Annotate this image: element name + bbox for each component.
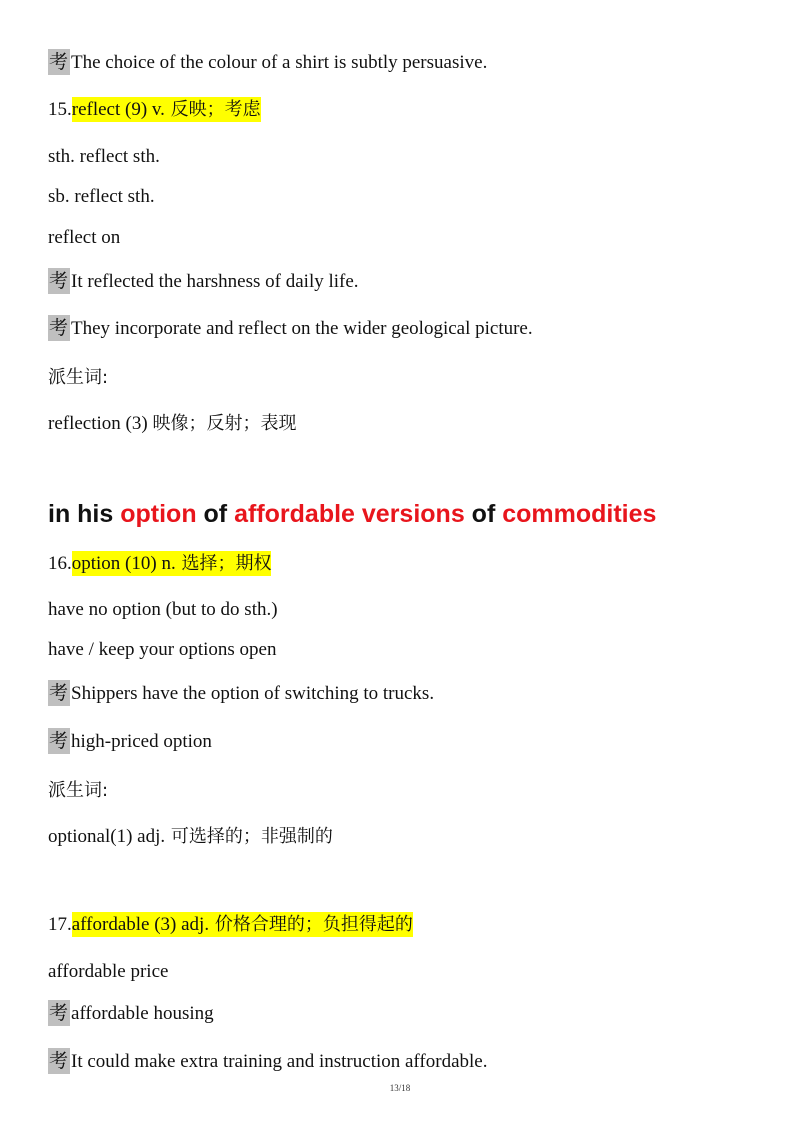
entry-headword: affordable (3) adj. <box>71 914 210 935</box>
phrase-line: sth. reflect sth. <box>48 146 160 167</box>
entry-headword: option (10) n. <box>71 553 176 574</box>
entry-number: 17. <box>48 914 72 935</box>
entry-highlight <box>72 912 413 937</box>
entry-17-header <box>48 911 413 939</box>
derived-word-line <box>48 823 333 851</box>
heading-text: of <box>464 500 503 528</box>
example-line-1 <box>48 49 487 77</box>
example-line <box>48 268 359 296</box>
phrase-line: reflect on <box>48 227 121 248</box>
exam-mark-icon: 考 <box>49 730 69 752</box>
example-text: They incorporate and reflect on the wider geological picture. <box>71 318 533 339</box>
section-heading <box>48 496 656 532</box>
entry-highlight <box>72 97 261 122</box>
example-text: high-priced option <box>71 731 212 752</box>
exam-mark-icon: 考 <box>49 1050 69 1072</box>
example-text: The choice of the colour of a shirt is subtly persuasive. <box>71 52 488 73</box>
phrase-line: have / keep your options open <box>48 639 277 660</box>
entry-translation: 选择；期权 <box>175 553 272 574</box>
entry-highlight <box>72 551 272 576</box>
heading-keyword: option <box>120 500 197 528</box>
phrase-line: affordable price <box>48 961 169 982</box>
entry-15-header <box>48 96 261 124</box>
exam-mark-icon: 考 <box>49 51 69 73</box>
example-line <box>48 315 533 343</box>
exam-mark-icon: 考 <box>49 1002 69 1024</box>
exam-mark-icon: 考 <box>49 270 69 292</box>
example-text: affordable housing <box>71 1003 214 1024</box>
heading-text: in his <box>48 500 121 528</box>
example-line <box>48 1000 214 1028</box>
entry-number: 15. <box>48 99 72 120</box>
example-line <box>48 1048 487 1076</box>
example-text: It reflected the harshness of daily life. <box>71 271 359 292</box>
exam-mark-icon: 考 <box>49 682 69 704</box>
derived-translation: 映像；反射；表现 <box>152 413 297 434</box>
example-line <box>48 728 212 756</box>
derived-word: reflection (3) <box>48 413 153 434</box>
example-text: Shippers have the option of switching to trucks. <box>71 683 435 704</box>
entry-16-header <box>48 550 271 578</box>
example-line <box>48 680 434 708</box>
example-text: It could make extra training and instruction affordable. <box>71 1051 488 1072</box>
derived-word-line <box>48 410 296 438</box>
page-number: 13/18 <box>389 1083 411 1093</box>
entry-headword: reflect (9) v. <box>71 99 165 120</box>
heading-keyword: affordable versions <box>234 500 465 528</box>
derived-words-label: 派生词: <box>48 367 109 388</box>
exam-mark-icon: 考 <box>49 317 69 339</box>
phrase-line: sb. reflect sth. <box>48 186 155 207</box>
derived-word: optional(1) adj. <box>48 826 166 847</box>
entry-number: 16. <box>48 553 72 574</box>
entry-translation: 价格合理的；负担得起的 <box>209 914 413 935</box>
heading-keyword: commodities <box>502 500 657 528</box>
entry-translation: 反映；考虑 <box>164 99 261 120</box>
derived-translation: 可选择的；非强制的 <box>165 826 333 847</box>
heading-text: of <box>196 500 235 528</box>
phrase-line: have no option (but to do sth.) <box>48 599 278 620</box>
derived-words-label: 派生词: <box>48 780 109 801</box>
